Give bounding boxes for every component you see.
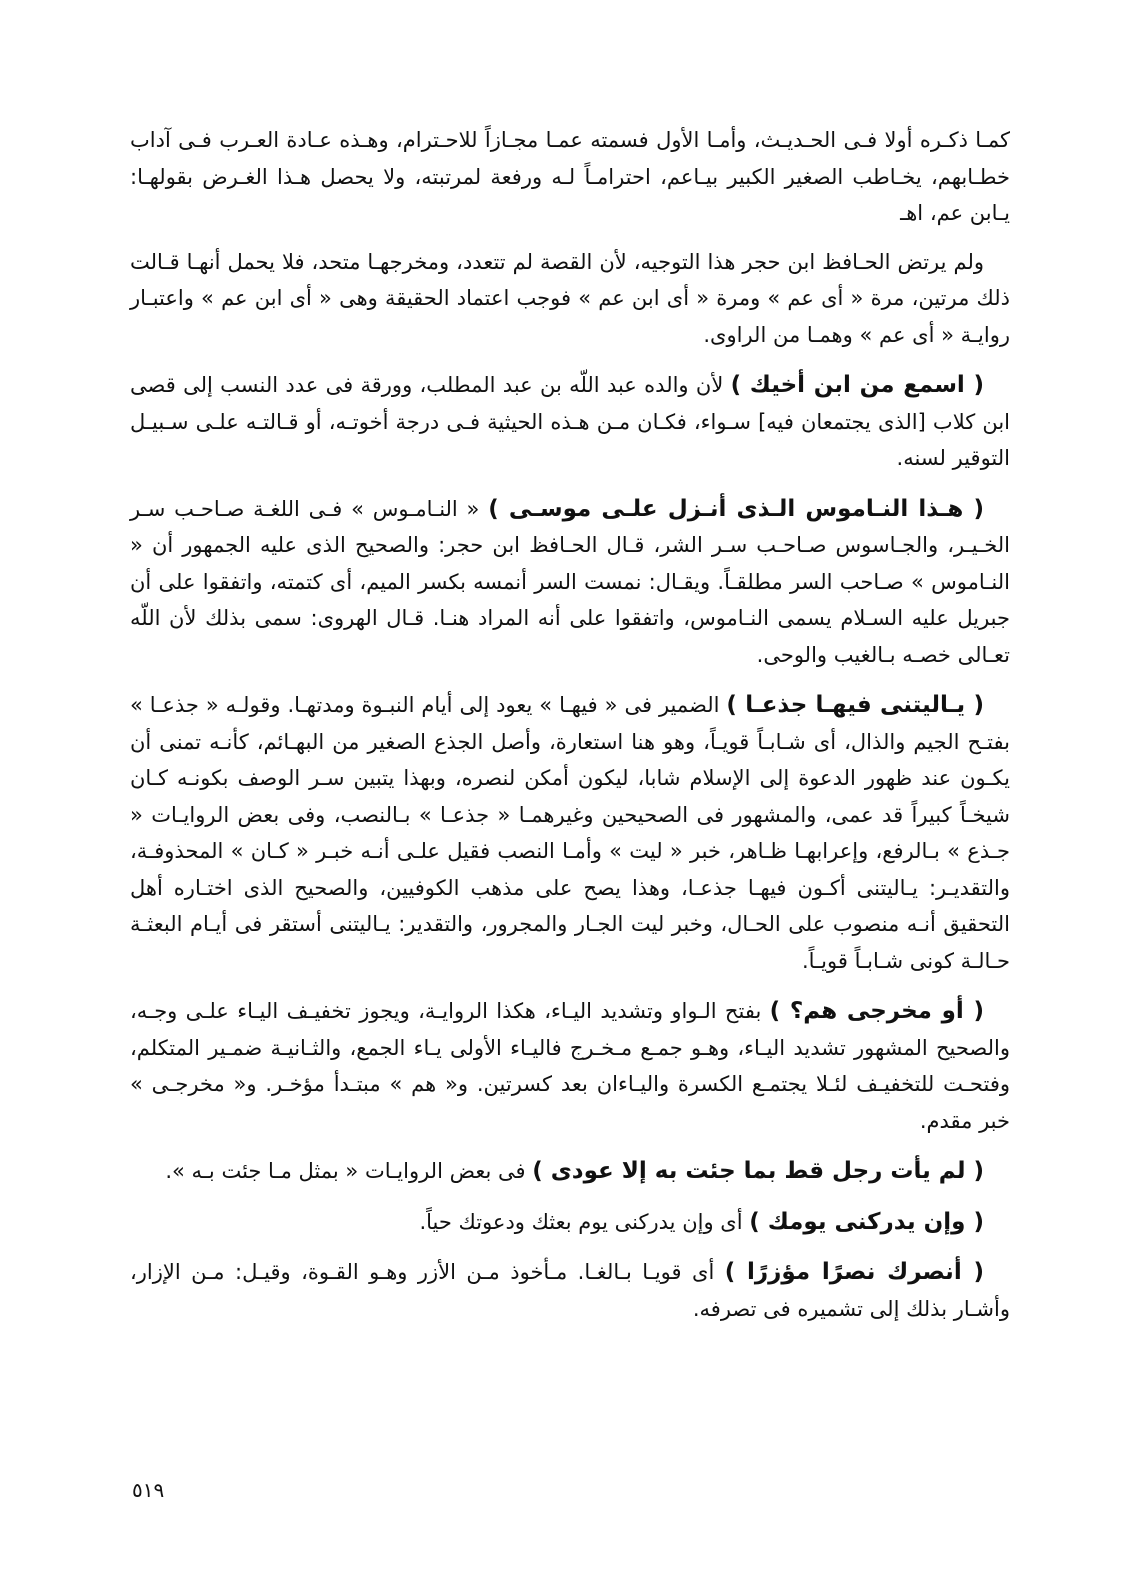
lemma-heading: ( وإن يدركنى يومك ) bbox=[749, 1208, 984, 1235]
lemma-heading: ( أنصرك نصرًا مؤزرًا ) bbox=[724, 1259, 984, 1285]
page-body bbox=[130, 122, 1010, 1341]
page-number: ٥١٩ bbox=[132, 1478, 165, 1502]
paragraph-text: لأن والده عبد اللّه بن عبد المطلب، وورقة فى عدد النسب إلى قصى ابن كلاب [الذى يجتمعان فيه] سـواء، فكـان مـن هـذه الحيثية فـى درجة أخوتـه، أو قـالتـه علـى سـبيـل التوقير لسنه. bbox=[130, 373, 1010, 470]
paragraph-8 bbox=[130, 1204, 1010, 1241]
lemma-heading: ( يـاليتنى فيهـا جذعـا ) bbox=[726, 692, 984, 718]
paragraph-6 bbox=[130, 993, 1010, 1139]
paragraph-3 bbox=[130, 367, 1010, 477]
paragraph-text: « النـامـوس » فـى اللغـة صـاحـب سـر الخـيـر، والجـاسوس صـاحـب سـر الشر، قـال الحـافظ ابن حجر: والصحيح الذى عليه الجمهور أن « النـاموس » صـاحب السر مطلقـاً. ويقـال: نمست السر أنمسه بكسر الميم، أى كتمته، واتفقوا على أن جبريل عليه السـلام يسمى النـاموس، واتفقوا على أنه المراد هنـا. قـال الهروى: سمى بذلك لأن اللّه تعـالى خصـه بـالغيب والوحى. bbox=[130, 496, 1010, 667]
paragraph-text: فى بعض الروايـات « بمثل مـا جئت بـه ». bbox=[165, 1159, 533, 1183]
lemma-heading: ( لم يأت رجل قط بما جئت به إلا عودى ) bbox=[532, 1158, 984, 1184]
lemma-heading: ( هـذا النـاموس الـذى أنـزل علـى موسـى ) bbox=[488, 495, 984, 522]
paragraph-7 bbox=[130, 1153, 1010, 1190]
paragraph-4 bbox=[130, 491, 1010, 674]
lemma-heading: ( اسمع من ابن أخيك ) bbox=[730, 372, 984, 398]
paragraph-5 bbox=[130, 687, 1010, 979]
paragraph-2 bbox=[130, 244, 1010, 354]
paragraph-text: كمـا ذكـره أولا فـى الحـديـث، وأمـا الأول فسمته عمـا مجـازاً للاحـترام، وهـذه عـادة العـرب فـى آداب خطـابهم، يخـاطب الصغير الكبير بيـاعم، احترامـاً لـه ورفعة لمرتبته، ولا يحصل هـذا الغـرض بقولهـا: يـابن عم، اهـ bbox=[130, 128, 1010, 225]
lemma-heading: ( أو مخرجى هم؟ ) bbox=[769, 998, 984, 1024]
paragraph-text: بفتح الـواو وتشديد اليـاء، هكذا الروايـة، ويجوز تخفيـف اليـاء علـى وجـه، والصحيح المشهور تشديد اليـاء، وهـو جمـع مـخـرج فاليـاء الأولى يـاء الجمع، والثـانيـة ضمـير المتكلم، وفتحـت للتخفيـف لئـلا يجتمـع الكسرة واليـاءان بعد كسرتين. و« هم » مبتـدأ مؤخـر. و« مخرجـى » خبر مقدم. bbox=[130, 999, 1010, 1133]
paragraph-1 bbox=[130, 122, 1010, 232]
paragraph-text: الضمير فى « فيهـا » يعود إلى أيام النبـوة ومدتهـا. وقولـه « جذعـا » بفتـح الجيم والذال، أى شـابـاً قويـاً، وهو هنا استعارة، وأصل الجذع الصغير من البهـائم، كأنـه تمنى أن يكـون عند ظهور الدعوة إلى الإسلام شابا، ليكون أمكن لنصره، وبهذا يتبين سـر الوصف بكونـه كـان شيخـاً كبيراً قد عمى، والمشهور فى الصحيحين وغيرهمـا « جذعـا » بـالنصب، وفى بعض الروايـات « جـذع » بـالرفع، وإعرابهـا ظـاهر، خبر « ليت » وأمـا النصب فقيل علـى أنـه خبـر « كـان » المحذوفـة، والتقديـر: يـاليتنى أكـون فيهـا جذعـا، وهذا يصح على مذهب الكوفيين، والصحيح الذى اختـاره أهل التحقيق أنـه منصوب على الحـال، وخبر ليت الجـار والمجرور، والتقدير: يـاليتنى أستقر فى أيـام البعثـة حـالـة كونى شـابـاً قويـاً. bbox=[130, 693, 1010, 973]
paragraph-text: ولم يرتض الحـافظ ابن حجر هذا التوجيه، لأن القصة لم تتعدد، ومخرجهـا متحد، فلا يحمل أنهـا قـالت ذلك مرتين، مرة « أى عم » ومرة « أى ابن عم » فوجب اعتماد الحقيقة وهى « أى ابن عم » واعتبـار روايـة « أى عم » وهمـا من الراوى. bbox=[130, 249, 1010, 347]
paragraph-9 bbox=[130, 1254, 1010, 1327]
paragraph-text: أى وإن يدركنى يوم بعثك ودعوتك حياً. bbox=[419, 1209, 750, 1234]
paragraph-text: أى قويـا بـالغـا. مـأخوذ مـن الأزر وهـو القـوة، وقيـل: مـن الإزار، وأشـار بذلك إلى تشميره فى تصرفه. bbox=[130, 1260, 1010, 1321]
